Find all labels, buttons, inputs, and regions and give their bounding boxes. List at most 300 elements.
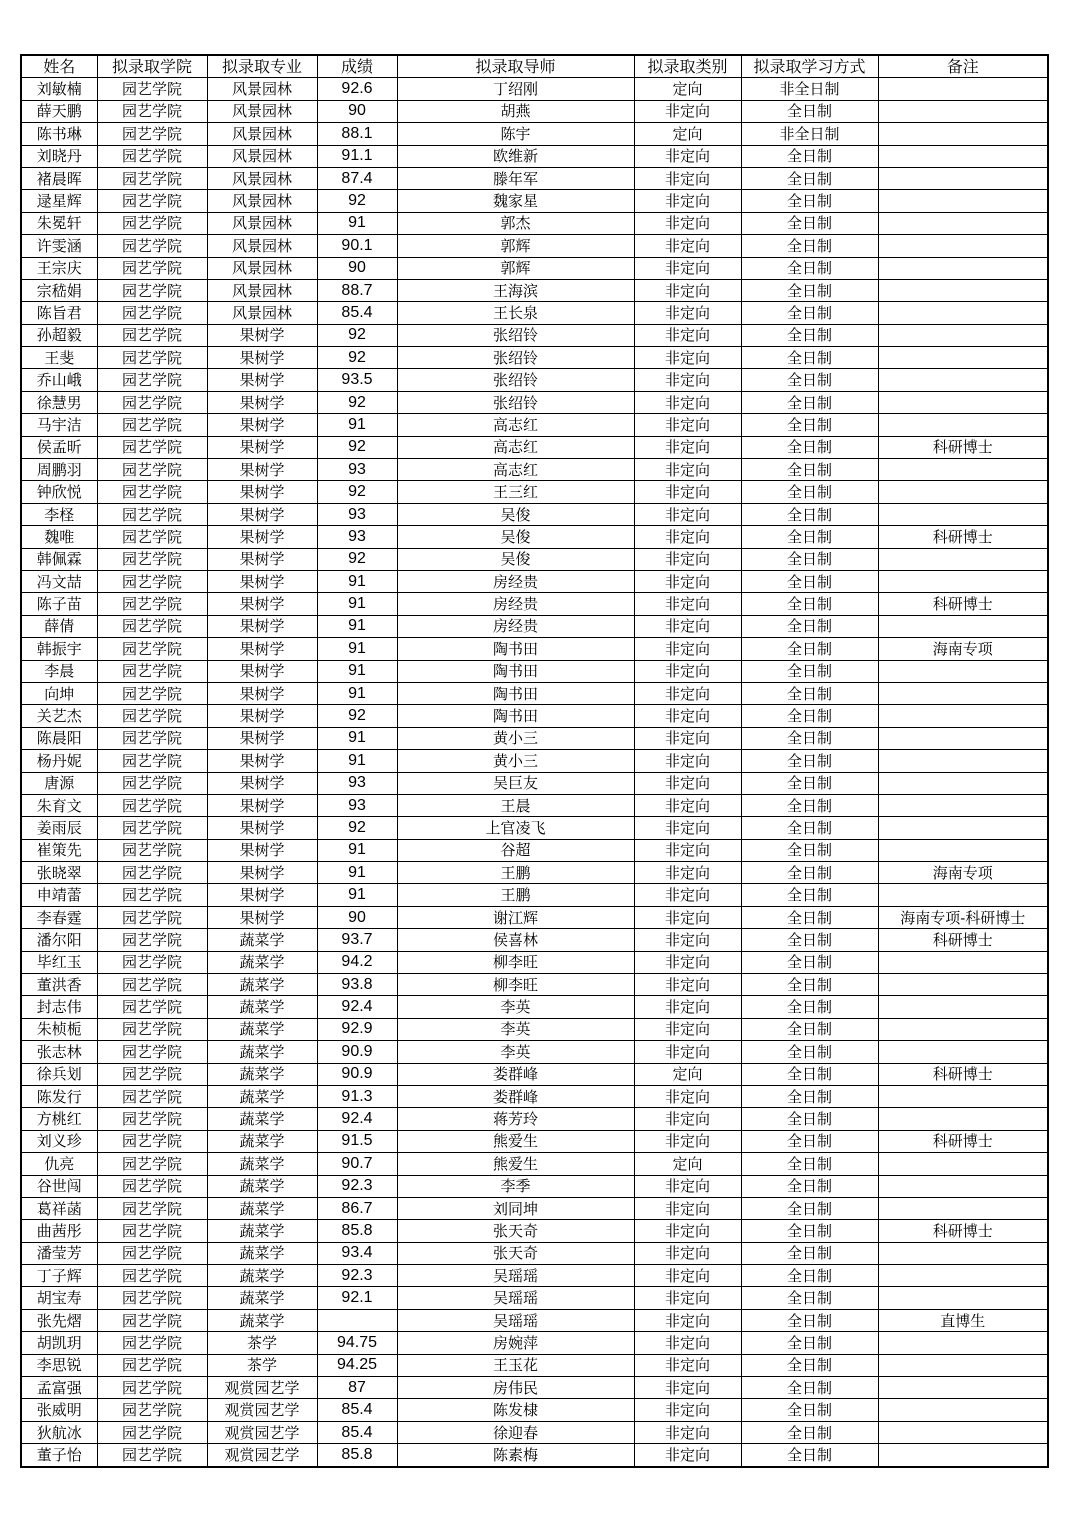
cell-score: 93	[317, 503, 397, 525]
table-body	[21, 78, 1048, 1467]
cell-notes	[878, 1377, 1048, 1399]
cell-name: 陈晨阳	[21, 727, 97, 749]
cell-notes	[878, 570, 1048, 592]
cell-advisor: 陶书田	[397, 660, 634, 682]
cell-advisor: 黄小三	[397, 750, 634, 772]
table-row	[21, 459, 1048, 481]
cell-score: 91	[317, 414, 397, 436]
cell-category: 非定向	[634, 436, 741, 458]
cell-notes	[878, 794, 1048, 816]
cell-score: 91.5	[317, 1130, 397, 1152]
cell-name: 朱冕轩	[21, 212, 97, 234]
cell-study-mode: 全日制	[741, 100, 878, 122]
cell-college: 园艺学院	[97, 190, 207, 212]
cell-study-mode: 全日制	[741, 817, 878, 839]
cell-score: 92	[317, 548, 397, 570]
cell-score: 90	[317, 257, 397, 279]
cell-notes	[878, 974, 1048, 996]
cell-major: 蔬菜学	[207, 1041, 317, 1063]
cell-name: 潘莹芳	[21, 1242, 97, 1264]
cell-study-mode: 全日制	[741, 369, 878, 391]
cell-college: 园艺学院	[97, 996, 207, 1018]
cell-major: 果树学	[207, 548, 317, 570]
cell-category: 定向	[634, 1063, 741, 1085]
cell-major: 果树学	[207, 862, 317, 884]
cell-score: 92	[317, 190, 397, 212]
cell-score: 85.4	[317, 1421, 397, 1443]
cell-category: 非定向	[634, 1175, 741, 1197]
cell-college: 园艺学院	[97, 974, 207, 996]
cell-category: 非定向	[634, 682, 741, 704]
cell-name: 乔山峨	[21, 369, 97, 391]
cell-major: 蔬菜学	[207, 1309, 317, 1331]
cell-score: 92	[317, 705, 397, 727]
cell-college: 园艺学院	[97, 436, 207, 458]
cell-score: 85.4	[317, 1399, 397, 1421]
cell-name: 丁子辉	[21, 1265, 97, 1287]
cell-score: 91.1	[317, 145, 397, 167]
table-row	[21, 279, 1048, 301]
cell-college: 园艺学院	[97, 1399, 207, 1421]
table-row	[21, 548, 1048, 570]
cell-college: 园艺学院	[97, 526, 207, 548]
cell-advisor: 王鹏	[397, 862, 634, 884]
cell-name: 封志伟	[21, 996, 97, 1018]
cell-college: 园艺学院	[97, 1085, 207, 1107]
cell-major: 果树学	[207, 682, 317, 704]
table-row	[21, 1287, 1048, 1309]
cell-major: 果树学	[207, 526, 317, 548]
cell-college: 园艺学院	[97, 548, 207, 570]
cell-category: 非定向	[634, 1085, 741, 1107]
cell-major: 观赏园艺学	[207, 1444, 317, 1467]
cell-category: 非定向	[634, 570, 741, 592]
cell-college: 园艺学院	[97, 1354, 207, 1376]
cell-notes	[878, 167, 1048, 189]
cell-notes	[878, 1197, 1048, 1219]
cell-major: 风景园林	[207, 190, 317, 212]
cell-category: 非定向	[634, 974, 741, 996]
cell-score: 93	[317, 459, 397, 481]
cell-college: 园艺学院	[97, 638, 207, 660]
cell-category: 非定向	[634, 1242, 741, 1264]
cell-notes	[878, 1399, 1048, 1421]
cell-score: 91	[317, 212, 397, 234]
cell-notes: 直博生	[878, 1309, 1048, 1331]
cell-major: 风景园林	[207, 302, 317, 324]
table-row	[21, 481, 1048, 503]
cell-name: 朱桢栀	[21, 1018, 97, 1040]
table-row	[21, 705, 1048, 727]
cell-category: 非定向	[634, 212, 741, 234]
cell-name: 张先熠	[21, 1309, 97, 1331]
cell-study-mode: 全日制	[741, 1399, 878, 1421]
cell-notes	[878, 817, 1048, 839]
cell-college: 园艺学院	[97, 459, 207, 481]
cell-name: 侯孟昕	[21, 436, 97, 458]
cell-name: 王宗庆	[21, 257, 97, 279]
cell-study-mode: 全日制	[741, 212, 878, 234]
cell-category: 非定向	[634, 1018, 741, 1040]
table-row	[21, 615, 1048, 637]
cell-score: 91	[317, 862, 397, 884]
table-row	[21, 123, 1048, 145]
header-advisor: 拟录取导师	[397, 55, 634, 78]
cell-college: 园艺学院	[97, 1220, 207, 1242]
cell-score: 91	[317, 839, 397, 861]
cell-major: 果树学	[207, 503, 317, 525]
cell-score: 92	[317, 324, 397, 346]
cell-advisor: 蒋芳玲	[397, 1108, 634, 1130]
cell-notes: 科研博士	[878, 1220, 1048, 1242]
cell-name: 薛天鹏	[21, 100, 97, 122]
cell-advisor: 吴瑶瑶	[397, 1265, 634, 1287]
cell-score: 90.1	[317, 235, 397, 257]
cell-name: 方桃红	[21, 1108, 97, 1130]
cell-study-mode: 全日制	[741, 1041, 878, 1063]
cell-major: 茶学	[207, 1332, 317, 1354]
cell-name: 李晨	[21, 660, 97, 682]
cell-notes	[878, 190, 1048, 212]
cell-college: 园艺学院	[97, 1444, 207, 1467]
cell-college: 园艺学院	[97, 1309, 207, 1331]
cell-study-mode: 全日制	[741, 1242, 878, 1264]
cell-college: 园艺学院	[97, 1063, 207, 1085]
cell-college: 园艺学院	[97, 212, 207, 234]
cell-notes	[878, 705, 1048, 727]
cell-advisor: 吴俊	[397, 548, 634, 570]
cell-study-mode: 全日制	[741, 1354, 878, 1376]
table-row	[21, 1444, 1048, 1467]
cell-score: 92	[317, 481, 397, 503]
cell-score: 93.5	[317, 369, 397, 391]
cell-study-mode: 全日制	[741, 884, 878, 906]
cell-score: 90	[317, 100, 397, 122]
cell-score: 87.4	[317, 167, 397, 189]
cell-score: 92	[317, 347, 397, 369]
cell-score: 85.4	[317, 302, 397, 324]
table-row	[21, 772, 1048, 794]
cell-college: 园艺学院	[97, 100, 207, 122]
cell-category: 非定向	[634, 1377, 741, 1399]
cell-name: 徐慧男	[21, 391, 97, 413]
table-row	[21, 167, 1048, 189]
cell-college: 园艺学院	[97, 862, 207, 884]
table-row	[21, 1108, 1048, 1130]
cell-major: 蔬菜学	[207, 1130, 317, 1152]
table-row	[21, 369, 1048, 391]
cell-advisor: 徐迎春	[397, 1421, 634, 1443]
cell-name: 褚晨晖	[21, 167, 97, 189]
cell-study-mode: 全日制	[741, 167, 878, 189]
cell-advisor: 吴俊	[397, 526, 634, 548]
cell-score: 90.7	[317, 1153, 397, 1175]
cell-advisor: 娄群峰	[397, 1063, 634, 1085]
cell-major: 蔬菜学	[207, 974, 317, 996]
table-row	[21, 100, 1048, 122]
cell-score: 86.7	[317, 1197, 397, 1219]
cell-notes: 科研博士	[878, 436, 1048, 458]
cell-advisor: 陈素梅	[397, 1444, 634, 1467]
cell-score: 93	[317, 794, 397, 816]
cell-study-mode: 全日制	[741, 1421, 878, 1443]
cell-college: 园艺学院	[97, 705, 207, 727]
table-row	[21, 727, 1048, 749]
cell-major: 果树学	[207, 727, 317, 749]
cell-category: 非定向	[634, 906, 741, 928]
cell-college: 园艺学院	[97, 682, 207, 704]
cell-major: 风景园林	[207, 279, 317, 301]
table-row	[21, 682, 1048, 704]
cell-major: 果树学	[207, 391, 317, 413]
cell-major: 果树学	[207, 570, 317, 592]
cell-notes	[878, 660, 1048, 682]
table-row	[21, 503, 1048, 525]
cell-name: 张晓翠	[21, 862, 97, 884]
cell-category: 非定向	[634, 1041, 741, 1063]
cell-name: 冯文喆	[21, 570, 97, 592]
cell-name: 狄航冰	[21, 1421, 97, 1443]
table-row	[21, 951, 1048, 973]
cell-major: 果树学	[207, 660, 317, 682]
cell-college: 园艺学院	[97, 906, 207, 928]
cell-category: 非定向	[634, 347, 741, 369]
cell-name: 孟富强	[21, 1377, 97, 1399]
cell-score: 92	[317, 391, 397, 413]
cell-advisor: 胡燕	[397, 100, 634, 122]
cell-major: 蔬菜学	[207, 1242, 317, 1264]
cell-notes	[878, 279, 1048, 301]
cell-name: 宗嵇娟	[21, 279, 97, 301]
cell-advisor: 房伟民	[397, 1377, 634, 1399]
table-row	[21, 1332, 1048, 1354]
table-row	[21, 750, 1048, 772]
cell-advisor: 陈发棣	[397, 1399, 634, 1421]
cell-major: 风景园林	[207, 212, 317, 234]
cell-category: 非定向	[634, 1265, 741, 1287]
cell-category: 非定向	[634, 884, 741, 906]
cell-college: 园艺学院	[97, 167, 207, 189]
cell-category: 非定向	[634, 772, 741, 794]
cell-score: 91	[317, 615, 397, 637]
cell-advisor: 王三红	[397, 481, 634, 503]
cell-study-mode: 全日制	[741, 526, 878, 548]
table-row	[21, 1175, 1048, 1197]
cell-study-mode: 全日制	[741, 145, 878, 167]
cell-name: 李柽	[21, 503, 97, 525]
cell-college: 园艺学院	[97, 1018, 207, 1040]
cell-advisor: 谢江辉	[397, 906, 634, 928]
cell-study-mode: 全日制	[741, 1130, 878, 1152]
cell-category: 非定向	[634, 615, 741, 637]
cell-score: 91	[317, 638, 397, 660]
cell-college: 园艺学院	[97, 929, 207, 951]
table-row	[21, 1197, 1048, 1219]
cell-major: 风景园林	[207, 235, 317, 257]
cell-category: 非定向	[634, 235, 741, 257]
cell-college: 园艺学院	[97, 78, 207, 100]
cell-study-mode: 全日制	[741, 1377, 878, 1399]
cell-name: 李春霆	[21, 906, 97, 928]
cell-study-mode: 全日制	[741, 615, 878, 637]
cell-category: 非定向	[634, 503, 741, 525]
cell-category: 非定向	[634, 929, 741, 951]
cell-advisor: 房经贵	[397, 615, 634, 637]
cell-name: 韩振宇	[21, 638, 97, 660]
table-row	[21, 593, 1048, 615]
cell-college: 园艺学院	[97, 750, 207, 772]
cell-notes	[878, 78, 1048, 100]
cell-score: 90	[317, 906, 397, 928]
cell-major: 观赏园艺学	[207, 1377, 317, 1399]
cell-name: 李思锐	[21, 1354, 97, 1376]
cell-college: 园艺学院	[97, 1130, 207, 1152]
cell-category: 非定向	[634, 839, 741, 861]
header-notes: 备注	[878, 55, 1048, 78]
cell-category: 非定向	[634, 548, 741, 570]
cell-study-mode: 非全日制	[741, 78, 878, 100]
cell-major: 蔬菜学	[207, 1287, 317, 1309]
cell-major: 观赏园艺学	[207, 1421, 317, 1443]
table-row	[21, 660, 1048, 682]
cell-advisor: 陶书田	[397, 638, 634, 660]
cell-advisor: 陶书田	[397, 705, 634, 727]
cell-college: 园艺学院	[97, 1377, 207, 1399]
table-row	[21, 414, 1048, 436]
cell-category: 定向	[634, 78, 741, 100]
cell-college: 园艺学院	[97, 1041, 207, 1063]
cell-study-mode: 全日制	[741, 1108, 878, 1130]
cell-notes	[878, 235, 1048, 257]
cell-score: 91	[317, 593, 397, 615]
cell-major: 蔬菜学	[207, 1063, 317, 1085]
cell-study-mode: 全日制	[741, 503, 878, 525]
cell-major: 果树学	[207, 347, 317, 369]
cell-major: 蔬菜学	[207, 1175, 317, 1197]
cell-score: 92.4	[317, 996, 397, 1018]
cell-study-mode: 全日制	[741, 347, 878, 369]
cell-score: 92.3	[317, 1175, 397, 1197]
cell-score: 91	[317, 727, 397, 749]
cell-notes: 海南专项-科研博士	[878, 906, 1048, 928]
cell-study-mode: 全日制	[741, 1332, 878, 1354]
cell-advisor: 张绍铃	[397, 391, 634, 413]
cell-score: 92.6	[317, 78, 397, 100]
table-row	[21, 212, 1048, 234]
cell-study-mode: 全日制	[741, 638, 878, 660]
cell-college: 园艺学院	[97, 481, 207, 503]
table-row	[21, 1041, 1048, 1063]
cell-college: 园艺学院	[97, 884, 207, 906]
cell-major: 果树学	[207, 324, 317, 346]
cell-major: 蔬菜学	[207, 1018, 317, 1040]
cell-notes	[878, 302, 1048, 324]
cell-notes	[878, 996, 1048, 1018]
cell-notes: 科研博士	[878, 526, 1048, 548]
cell-name: 薛倩	[21, 615, 97, 637]
cell-study-mode: 全日制	[741, 1197, 878, 1219]
cell-major: 蔬菜学	[207, 1220, 317, 1242]
cell-advisor: 张天奇	[397, 1242, 634, 1264]
table-row	[21, 839, 1048, 861]
cell-major: 风景园林	[207, 78, 317, 100]
table-row	[21, 638, 1048, 660]
cell-notes: 海南专项	[878, 862, 1048, 884]
cell-advisor: 高志红	[397, 436, 634, 458]
table-row	[21, 190, 1048, 212]
cell-category: 非定向	[634, 1220, 741, 1242]
cell-notes	[878, 772, 1048, 794]
cell-name: 张志林	[21, 1041, 97, 1063]
cell-category: 非定向	[634, 817, 741, 839]
cell-advisor: 滕年军	[397, 167, 634, 189]
cell-name: 谷世闯	[21, 1175, 97, 1197]
cell-name: 胡宝寿	[21, 1287, 97, 1309]
cell-score: 90.9	[317, 1041, 397, 1063]
cell-notes	[878, 347, 1048, 369]
cell-study-mode: 全日制	[741, 279, 878, 301]
table-row	[21, 1399, 1048, 1421]
cell-college: 园艺学院	[97, 570, 207, 592]
table-row	[21, 1309, 1048, 1331]
cell-study-mode: 全日制	[741, 929, 878, 951]
cell-advisor: 郭辉	[397, 235, 634, 257]
cell-score: 88.1	[317, 123, 397, 145]
cell-category: 非定向	[634, 391, 741, 413]
cell-advisor: 熊爱生	[397, 1130, 634, 1152]
cell-study-mode: 全日制	[741, 1018, 878, 1040]
header-major: 拟录取专业	[207, 55, 317, 78]
cell-name: 胡凯玥	[21, 1332, 97, 1354]
cell-category: 非定向	[634, 727, 741, 749]
cell-name: 关艺杰	[21, 705, 97, 727]
cell-study-mode: 全日制	[741, 951, 878, 973]
cell-study-mode: 全日制	[741, 1063, 878, 1085]
cell-category: 非定向	[634, 660, 741, 682]
table-row	[21, 1063, 1048, 1085]
cell-college: 园艺学院	[97, 302, 207, 324]
cell-study-mode: 全日制	[741, 906, 878, 928]
cell-name: 徐兵划	[21, 1063, 97, 1085]
cell-category: 非定向	[634, 1421, 741, 1443]
cell-category: 非定向	[634, 794, 741, 816]
cell-name: 潘尔阳	[21, 929, 97, 951]
cell-advisor: 柳李旺	[397, 951, 634, 973]
table-row	[21, 884, 1048, 906]
cell-notes: 科研博士	[878, 929, 1048, 951]
cell-study-mode: 全日制	[741, 660, 878, 682]
cell-category: 非定向	[634, 279, 741, 301]
cell-major: 蔬菜学	[207, 929, 317, 951]
cell-notes	[878, 548, 1048, 570]
cell-study-mode: 全日制	[741, 570, 878, 592]
cell-name: 张威明	[21, 1399, 97, 1421]
cell-notes	[878, 1421, 1048, 1443]
cell-category: 非定向	[634, 145, 741, 167]
cell-study-mode: 全日制	[741, 1175, 878, 1197]
cell-college: 园艺学院	[97, 1108, 207, 1130]
cell-major: 蔬菜学	[207, 1153, 317, 1175]
cell-score: 92	[317, 817, 397, 839]
cell-category: 定向	[634, 1153, 741, 1175]
cell-advisor: 陈宇	[397, 123, 634, 145]
cell-notes	[878, 459, 1048, 481]
cell-category: 非定向	[634, 862, 741, 884]
cell-name: 姜雨辰	[21, 817, 97, 839]
cell-advisor: 魏家星	[397, 190, 634, 212]
cell-category: 非定向	[634, 190, 741, 212]
cell-advisor: 上官凌飞	[397, 817, 634, 839]
